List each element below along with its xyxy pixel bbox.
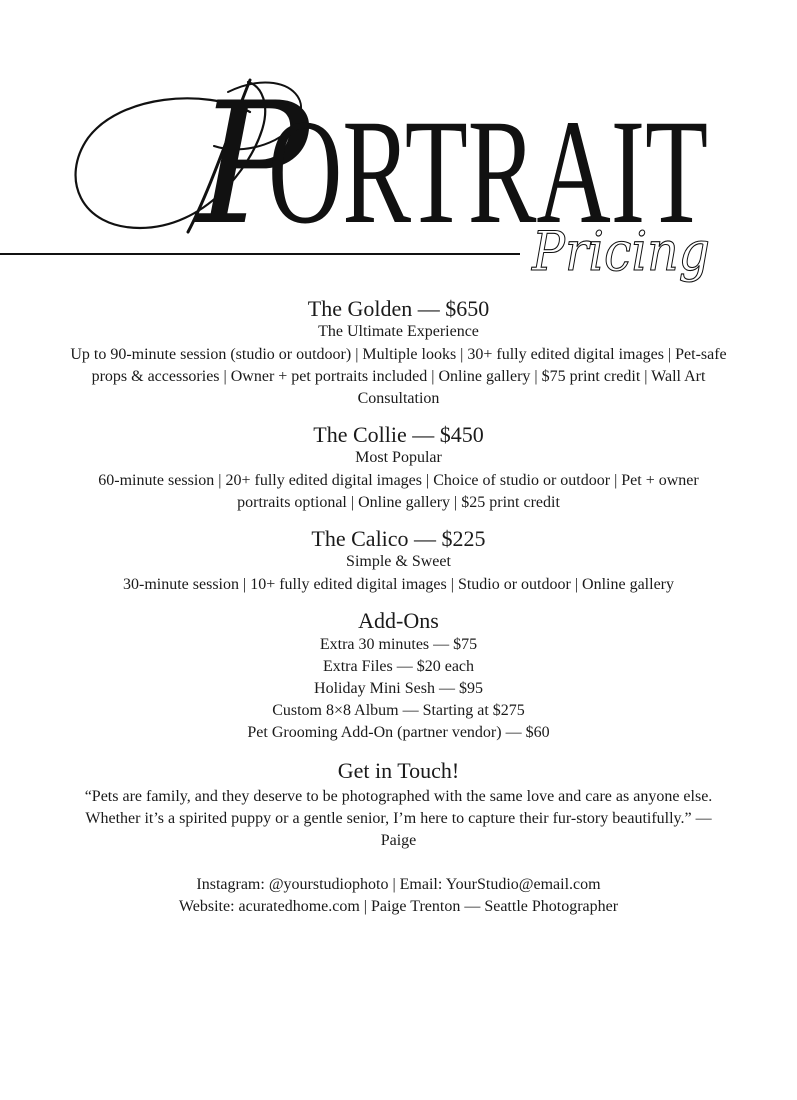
addon-item: Extra 30 minutes — $75 (319, 636, 478, 653)
addon-item: Custom 8×8 Album — Starting at $275 (272, 702, 525, 719)
contact-title: Get in Touch! (337, 758, 460, 783)
package-description: Up to 90-minute session (studio or outdoor) | Multiple looks | 30+ fully edited digital images | Pet-safe props & accessories | Owner + pet portraits included | Online gallery | $75 print credit | Wall Art Consultation (70, 346, 727, 407)
page-subtitle: Pricing (531, 220, 710, 283)
package-title: The Calico — $225 (311, 526, 486, 551)
addons-title: Add-Ons (358, 608, 439, 633)
pricing-content (0, 296, 797, 930)
package-tagline: The Ultimate Experience (318, 323, 479, 340)
package-tagline: Most Popular (355, 449, 442, 466)
title-initial: P (196, 66, 310, 262)
package-description: 60-minute session | 20+ fully edited digital images | Choice of studio or outdoor | Pet + owner portraits optional | Online gallery | $25 print credit (98, 472, 699, 511)
contact-section (0, 758, 797, 918)
testimonial-quote: “Pets are family, and they deserve to be photographed with the same love and care as anyone else. Whether it’s a spirited puppy or a gentle senior, I’m here to capture their fur-story beautifully.” — Paige (84, 788, 713, 849)
package-title: The Golden — $650 (307, 296, 490, 321)
page-header (0, 0, 797, 300)
package-title: The Collie — $450 (313, 422, 484, 447)
package-description: 30-minute session | 10+ fully edited digital images | Studio or outdoor | Online gallery (123, 576, 674, 593)
addon-item: Holiday Mini Sesh — $95 (314, 680, 483, 697)
addon-item: Extra Files — $20 each (322, 658, 475, 675)
addons-section (0, 608, 797, 744)
package-golden (0, 296, 797, 410)
package-calico (0, 526, 797, 596)
package-collie (0, 422, 797, 514)
package-tagline: Simple & Sweet (346, 553, 451, 570)
contact-info-line: Website: acuratedhome.com | Paige Trenton — Seattle Photographer (178, 898, 619, 915)
addon-item: Pet Grooming Add-On (partner vendor) — $60 (247, 724, 550, 741)
contact-info-line: Instagram: @yourstudiophoto | Email: YourStudio@email.com (196, 876, 601, 893)
page-title: ORTRAIT (268, 89, 708, 255)
